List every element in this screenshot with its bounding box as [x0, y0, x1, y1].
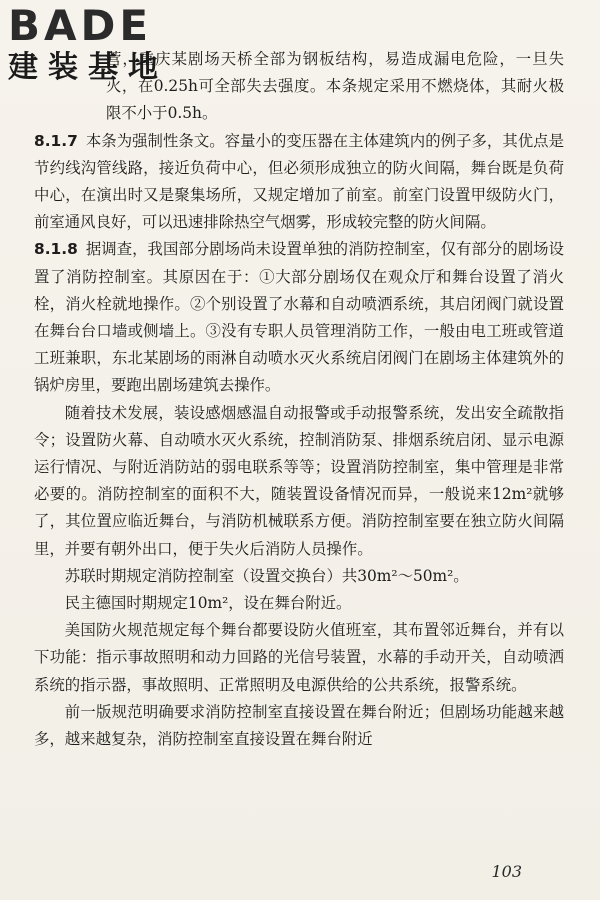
section-number: 8.1.7	[34, 131, 78, 150]
paragraph-8-1-7	[34, 128, 564, 237]
logo-text-en: BADE	[8, 1, 153, 50]
paragraph-text: 本条为强制性条文。容量小的变压器在主体建筑内的例子多，其优点是节约线沟管线路，接近负荷中心，但必须形成独立的防火间隔，舞台既是负荷中心，在演出时又是聚集场所，又规定增加了前室。前室门设置甲级防火门，前室通风良好，可以迅速排除热空气烟雾，形成较完整的防火间隔。	[34, 131, 564, 232]
paragraph: 美国防火规范规定每个舞台都要设防火值班室，其布置邻近舞台，并有以下功能：指示事故照明和动力回路的光信号装置，水幕的手动开关，自动喷洒系统的指示器，事故照明、正常照明及电源供给的公共系统，报警系统。	[34, 621, 564, 694]
paragraph: 前一版规范明确要求消防控制室直接设置在舞台附近；但剧场功能越来越多，越来越复杂，消防控制室直接设置在舞台附近	[34, 702, 564, 749]
logo-text-cn: 建装基地	[8, 50, 168, 85]
paragraph-text: 据调查，我国部分剧场尚未设置单独的消防控制室，仅有部分的剧场设置了消防控制室。其原因在于：①大部分剧场仅在观众厅和舞台设置了消火栓，消火栓就地操作。②个别设置了水幕和自动喷洒系统，其启闭阀门就设置在舞台台口墙或侧墙上。③没有专职人员管理消防工作，一般由电工班或管道工班兼职，东北某剧场的雨淋自动喷水灭火系统启闭阀门在剧场主体建筑外的锅炉房里，要跑出剧场建筑去操作。	[34, 240, 564, 395]
page-number: 103	[491, 862, 522, 881]
paragraph: 苏联时期规定消防控制室（设置交换台）共30m²～50m²。	[64, 566, 469, 585]
paragraph: 民主德国时期规定10m²，设在舞台附近。	[64, 594, 352, 613]
paragraph-8-1-8	[34, 236, 564, 399]
body-text	[34, 46, 564, 753]
section-number: 8.1.8	[34, 240, 78, 259]
paragraph: 随着技术发展，装设感烟感温自动报警或手动报警系统，发出安全疏散指令；设置防火幕、自动喷水灭火系统，控制消防泵、排烟系统启闭、显示电源运行情况、与附近消防站的弱电联系等等；设置消防控制室，集中管理是非常必要的。消防控制室的面积不大，随装置设备情况而异，一般说来12m²就够了，其位置应临近舞台，与消防机械联系方便。消防控制室要在独立防火间隔里，并要有朝外出口，便于失火后消防人员操作。	[34, 403, 564, 558]
paragraph-continuation: 营，重庆某剧场天桥全部为钢板结构，易造成漏电危险，一旦失火，在0.25h可全部失去强度。本条规定采用不燃烧体，其耐火极限不小于0.5h。	[106, 50, 564, 123]
watermark-logo	[8, 1, 178, 100]
